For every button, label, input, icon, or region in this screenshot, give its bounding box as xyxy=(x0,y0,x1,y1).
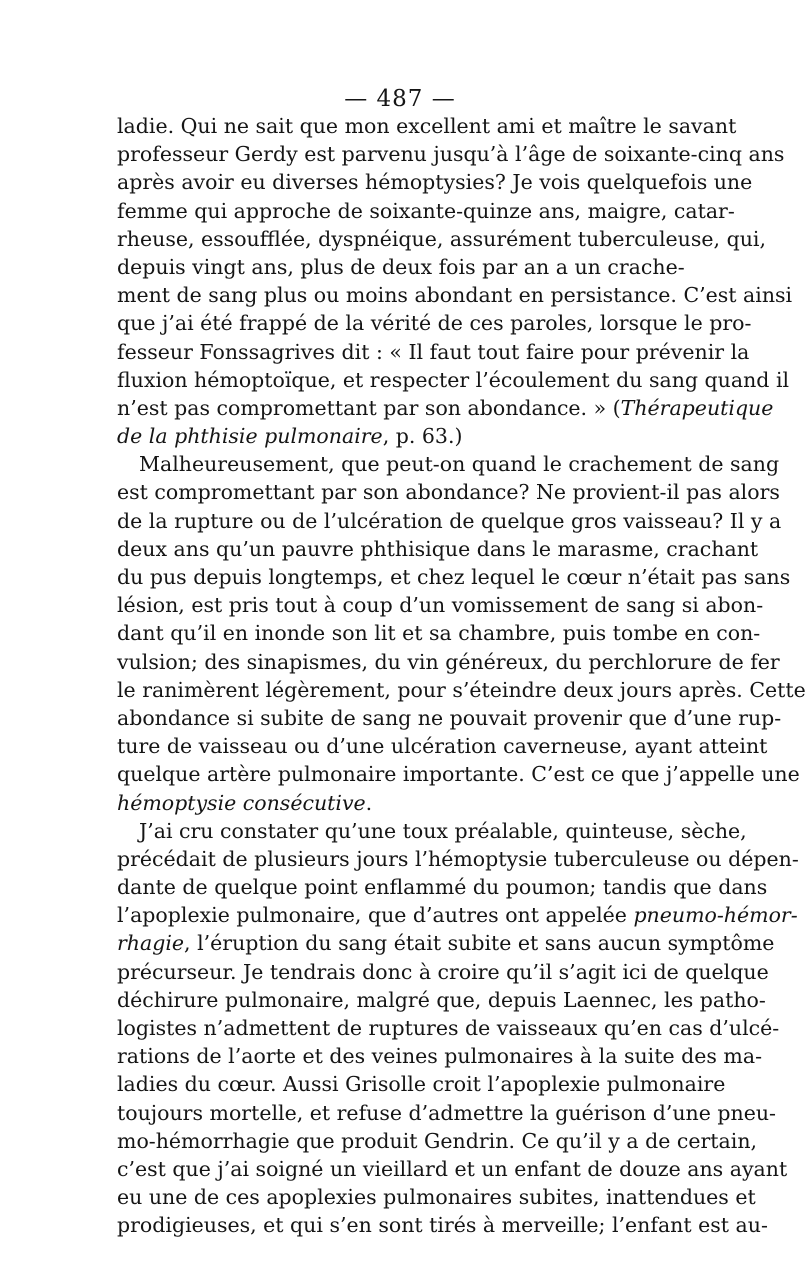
text-line: l’apoplexie pulmonaire, que d’autres ont appelée pneumo-hémor- xyxy=(117,903,798,928)
text-line: logistes n’admettent de ruptures de vaisseaux qu’en cas d’ulcé- xyxy=(117,1016,780,1040)
text-line: prodigieuses, et qui s’en sont tirés à merveille; l’enfant est au- xyxy=(117,1213,768,1238)
body-text xyxy=(117,112,806,1240)
italic-term: pneumo-hémor- xyxy=(633,903,798,928)
italic-term: hémoptysie consécutive xyxy=(117,790,366,815)
text-line: Malheureusement, que peut-on quand le crachement de sang xyxy=(139,452,780,477)
text-line: rheuse, essoufflée, dyspnéique, assurément tuberculeuse, qui, xyxy=(117,226,766,251)
text-line: mo-hémorrhagie que produit Gendrin. Ce qu’il y a de certain, xyxy=(117,1128,758,1153)
text-line: dant qu’il en inonde son lit et sa chambre, puis tombe en con- xyxy=(117,621,761,646)
text-line: deux ans qu’un pauvre phthisique dans le marasme, crachant xyxy=(117,536,759,561)
text-line: lésion, est pris tout à coup d’un vomissement de sang si abon- xyxy=(117,593,764,618)
text-line: précédait de plusieurs jours l’hémoptysie tuberculeuse ou dépen- xyxy=(117,846,799,871)
text-line: de la rupture ou de l’ulcération de quelque gros vaisseau? Il y a xyxy=(117,508,782,533)
text-line: ladie. Qui ne sait que mon excellent ami et maître le savant xyxy=(117,114,737,138)
text-line: vulsion; des sinapismes, du vin généreux, du perchlorure de fer xyxy=(117,649,780,674)
page-number: — 487 — xyxy=(344,86,456,112)
text-line: ture de vaisseau ou d’une ulcération caverneuse, ayant atteint xyxy=(117,734,768,759)
text-line: rhagie, l’éruption du sang était subite et sans aucun symptôme xyxy=(117,931,775,956)
text-line: femme qui approche de soixante-quinze ans, maigre, catar- xyxy=(117,198,735,223)
text-line: déchirure pulmonaire, malgré que, depuis Laennec, les patho- xyxy=(117,987,766,1012)
text-line: hémoptysie consécutive. xyxy=(117,790,373,815)
text-line: professeur Gerdy est parvenu jusqu’à l’âge de soixante-cinq ans xyxy=(117,142,785,167)
text-line: fluxion hémoptoïque, et respecter l’écoulement du sang quand il xyxy=(117,367,790,392)
text-line: toujours mortelle, et refuse d’admettre la guérison d’une pneu- xyxy=(117,1100,776,1125)
italic-citation: Thérapeutique xyxy=(620,395,774,420)
text-line: ment de sang plus ou moins abondant en persistance. C’est ainsi xyxy=(117,283,793,308)
text-line: eu une de ces apoplexies pulmonaires subites, inattendues et xyxy=(117,1185,756,1210)
text-line: n’est pas compromettant par son abondance. » (Thérapeutique xyxy=(117,395,774,420)
italic-term: rhagie xyxy=(117,931,185,956)
text-line: le ranimèrent légèrement, pour s’éteindre deux jours après. Cette xyxy=(117,677,806,702)
italic-citation: de la phthisie pulmonaire xyxy=(117,424,383,449)
text-line: de la phthisie pulmonaire, p. 63.) xyxy=(117,424,463,449)
text-line: rations de l’aorte et des veines pulmonaires à la suite des ma- xyxy=(117,1044,762,1069)
text-line: après avoir eu diverses hémoptysies? Je vois quelquefois une xyxy=(117,170,753,195)
text-line: c’est que j’ai soigné un vieillard et un enfant de douze ans ayant xyxy=(117,1156,788,1181)
text-line: précurseur. Je tendrais donc à croire qu’il s’agit ici de quelque xyxy=(117,959,769,984)
text-line: J’ai cru constater qu’une toux préalable, quinteuse, sèche, xyxy=(139,818,747,843)
text-line: quelque artère pulmonaire importante. C’est ce que j’appelle une xyxy=(117,762,800,787)
text-line: abondance si subite de sang ne pouvait provenir que d’une rup- xyxy=(117,705,782,730)
text-line: dante de quelque point enflammé du poumon; tandis que dans xyxy=(117,875,768,900)
text-line: du pus depuis longtemps, et chez lequel le cœur n’était pas sans xyxy=(117,565,791,589)
text-line: depuis vingt ans, plus de deux fois par an a un crache- xyxy=(117,254,685,279)
text-line: que j’ai été frappé de la vérité de ces paroles, lorsque le pro- xyxy=(117,311,752,336)
text-line: fesseur Fonssagrives dit : « Il faut tout faire pour prévenir la xyxy=(117,339,750,364)
text-line: ladies du cœur. Aussi Grisolle croit l’apoplexie pulmonaire xyxy=(117,1072,726,1097)
text-line: est compromettant par son abondance? Ne provient-il pas alors xyxy=(117,480,780,505)
